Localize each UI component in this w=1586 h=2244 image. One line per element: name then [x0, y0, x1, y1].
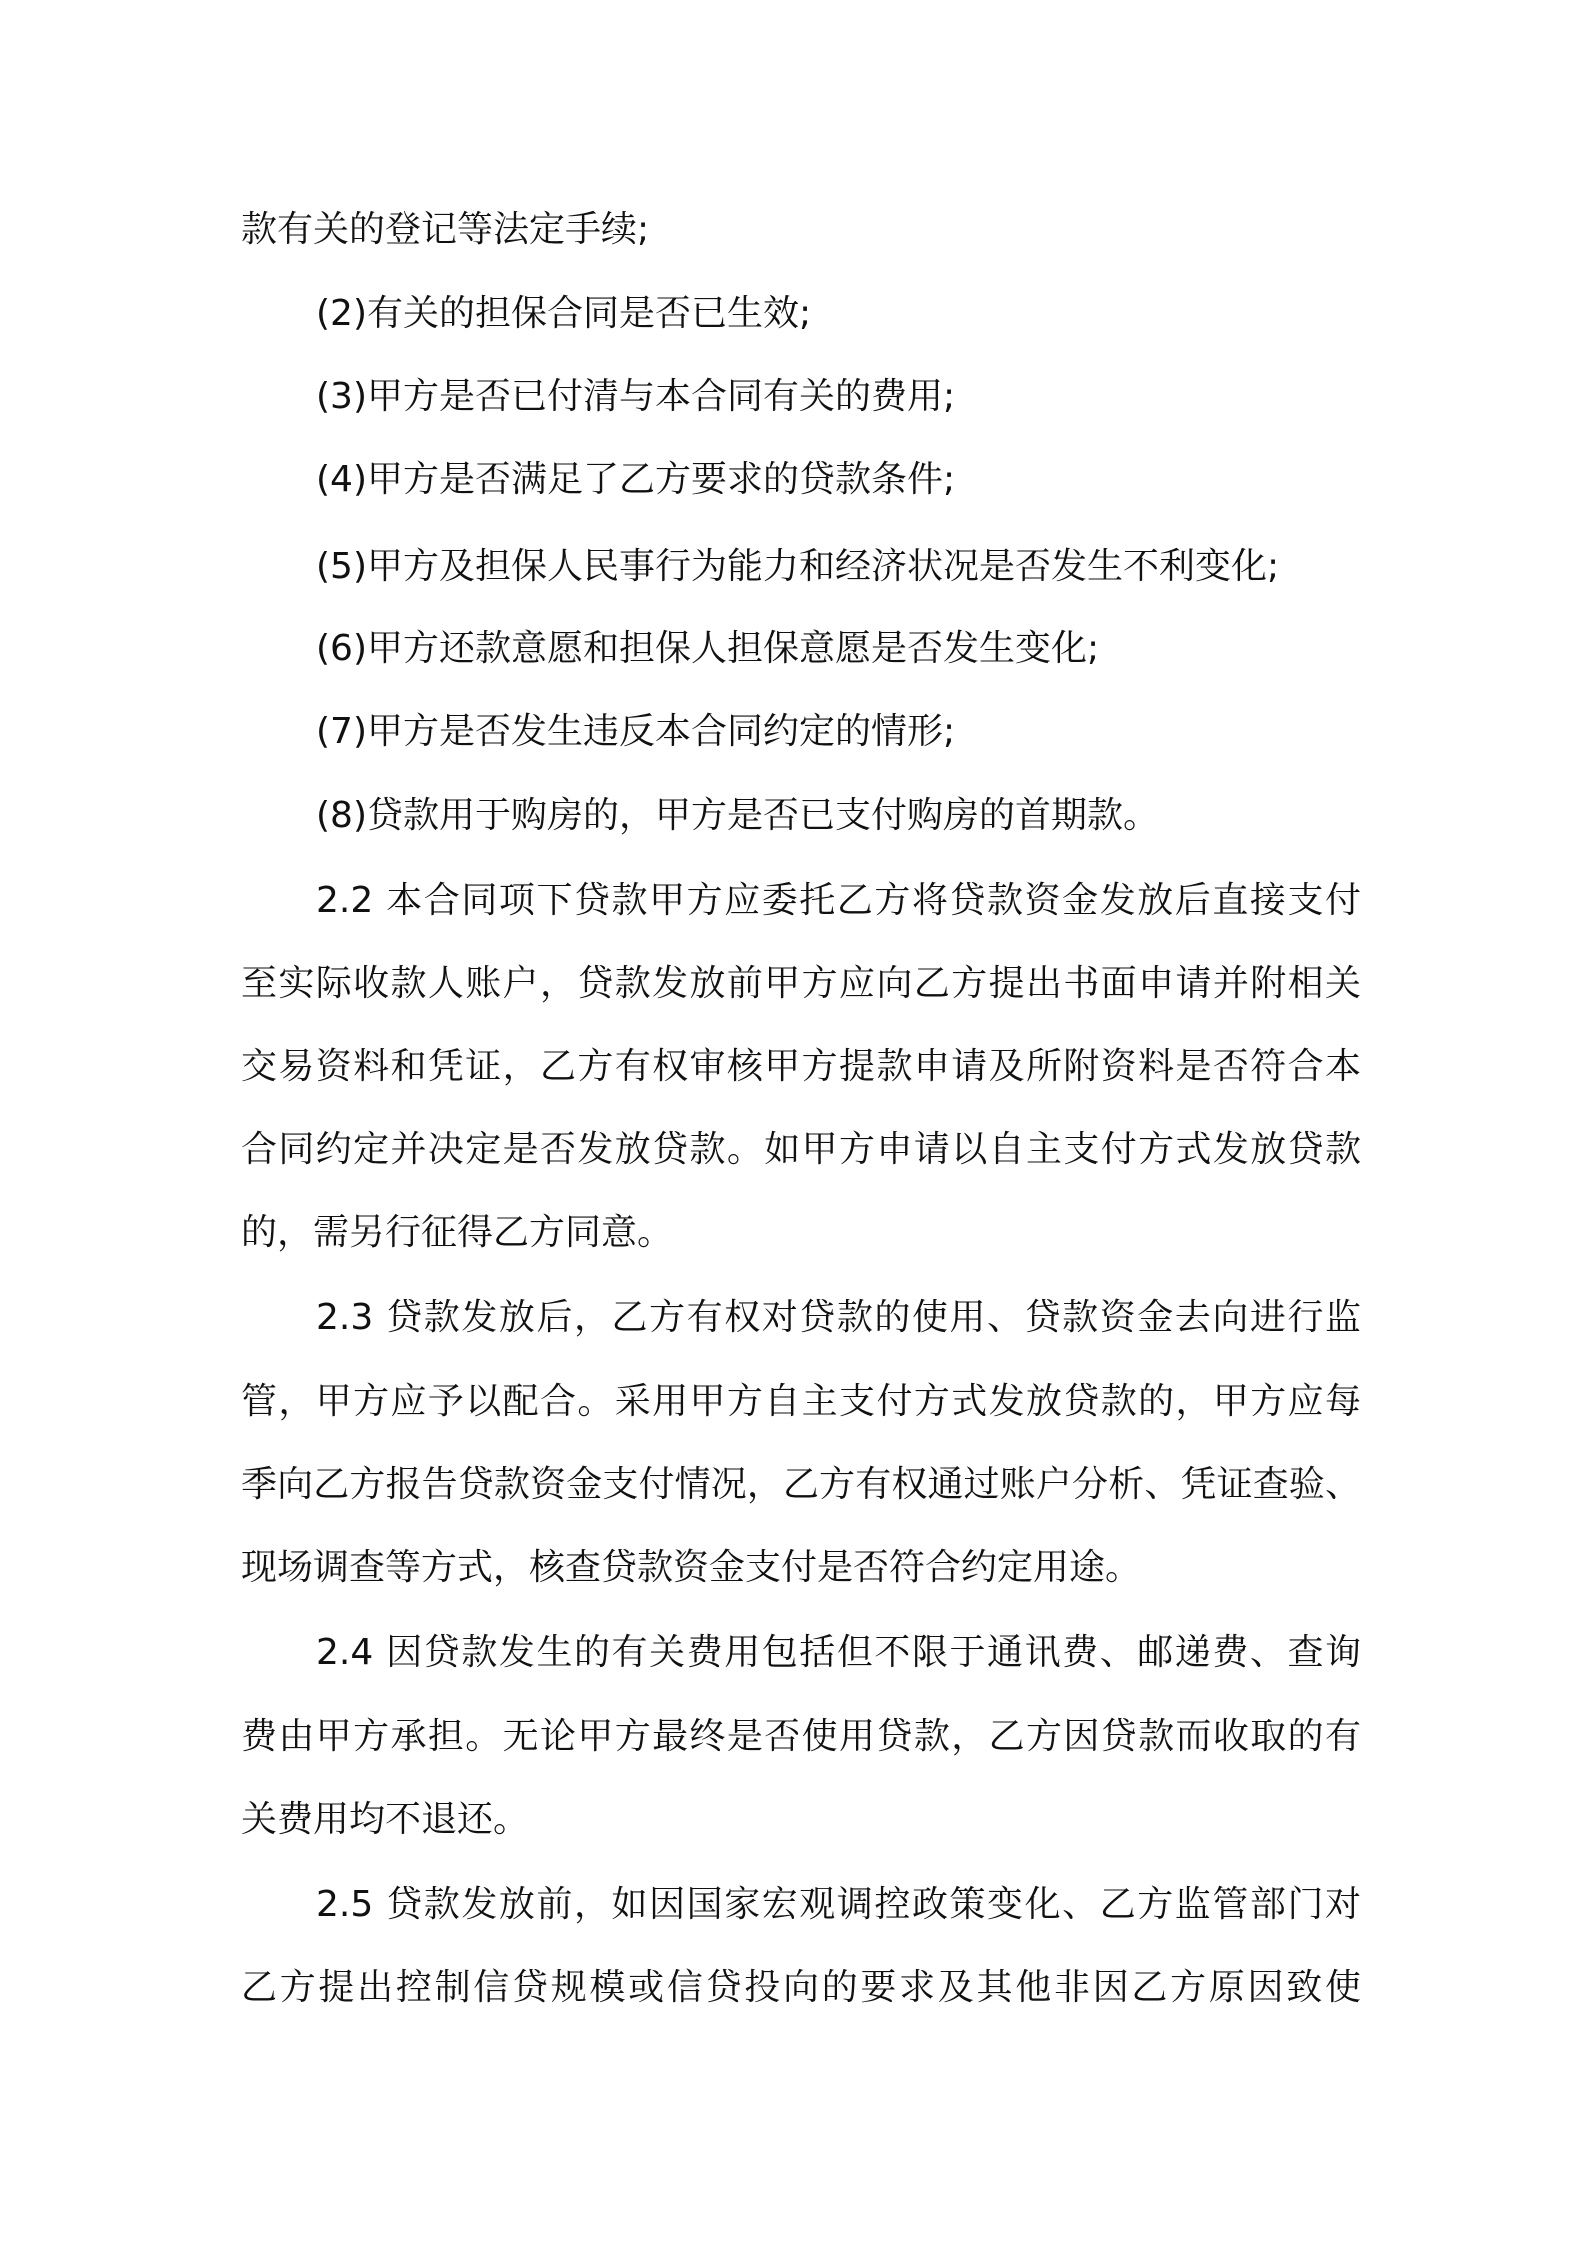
text-line: 合同约定并决定是否发放贷款。如甲方申请以自主支付方式发放贷款 [241, 1129, 1361, 1170]
list-item: (2)有关的担保合同是否已生效; [316, 293, 812, 334]
text-line: 管，甲方应予以配合。采用甲方自主支付方式发放贷款的，甲方应每 [241, 1381, 1361, 1422]
list-item: (4)甲方是否满足了乙方要求的贷款条件; [316, 459, 956, 500]
list-item: (6)甲方还款意愿和担保人担保意愿是否发生变化; [316, 628, 1100, 669]
clause-2-5-line: 2.5 贷款发放前，如因国家宏观调控政策变化、乙方监管部门对 [316, 1884, 1361, 1925]
text-line: 至实际收款人账户，贷款发放前甲方应向乙方提出书面申请并附相关 [241, 963, 1361, 1004]
text-line: 交易资料和凭证，乙方有权审核甲方提款申请及所附资料是否符合本 [241, 1046, 1361, 1087]
list-item: (5)甲方及担保人民事行为能力和经济状况是否发生不利变化; [316, 546, 1280, 587]
text-line: 关费用均不退还。 [241, 1799, 530, 1840]
text-line: 现场调查等方式，核查贷款资金支付是否符合约定用途。 [241, 1547, 1142, 1588]
clause-2-4-line: 2.4 因贷款发生的有关费用包括但不限于通讯费、邮递费、查询 [316, 1632, 1361, 1673]
list-item: (7)甲方是否发生违反本合同约定的情形; [316, 711, 956, 752]
list-item: (3)甲方是否已付清与本合同有关的费用; [316, 376, 956, 417]
text-line: 费由甲方承担。无论甲方最终是否使用贷款，乙方因贷款而收取的有 [241, 1716, 1361, 1757]
text-line: 款有关的登记等法定手续; [241, 209, 650, 250]
text-line: 的，需另行征得乙方同意。 [241, 1212, 674, 1253]
text-line: 季向乙方报告贷款资金支付情况，乙方有权通过账户分析、凭证查验、 [241, 1464, 1361, 1505]
text-line: 乙方提出控制信贷规模或信贷投向的要求及其他非因乙方原因致使 [241, 1967, 1361, 2008]
list-item: (8)贷款用于购房的，甲方是否已支付购房的首期款。 [316, 795, 1159, 836]
clause-2-3-line: 2.3 贷款发放后，乙方有权对贷款的使用、贷款资金去向进行监 [316, 1297, 1361, 1338]
clause-2-2-line: 2.2 本合同项下贷款甲方应委托乙方将贷款资金发放后直接支付 [316, 880, 1361, 921]
